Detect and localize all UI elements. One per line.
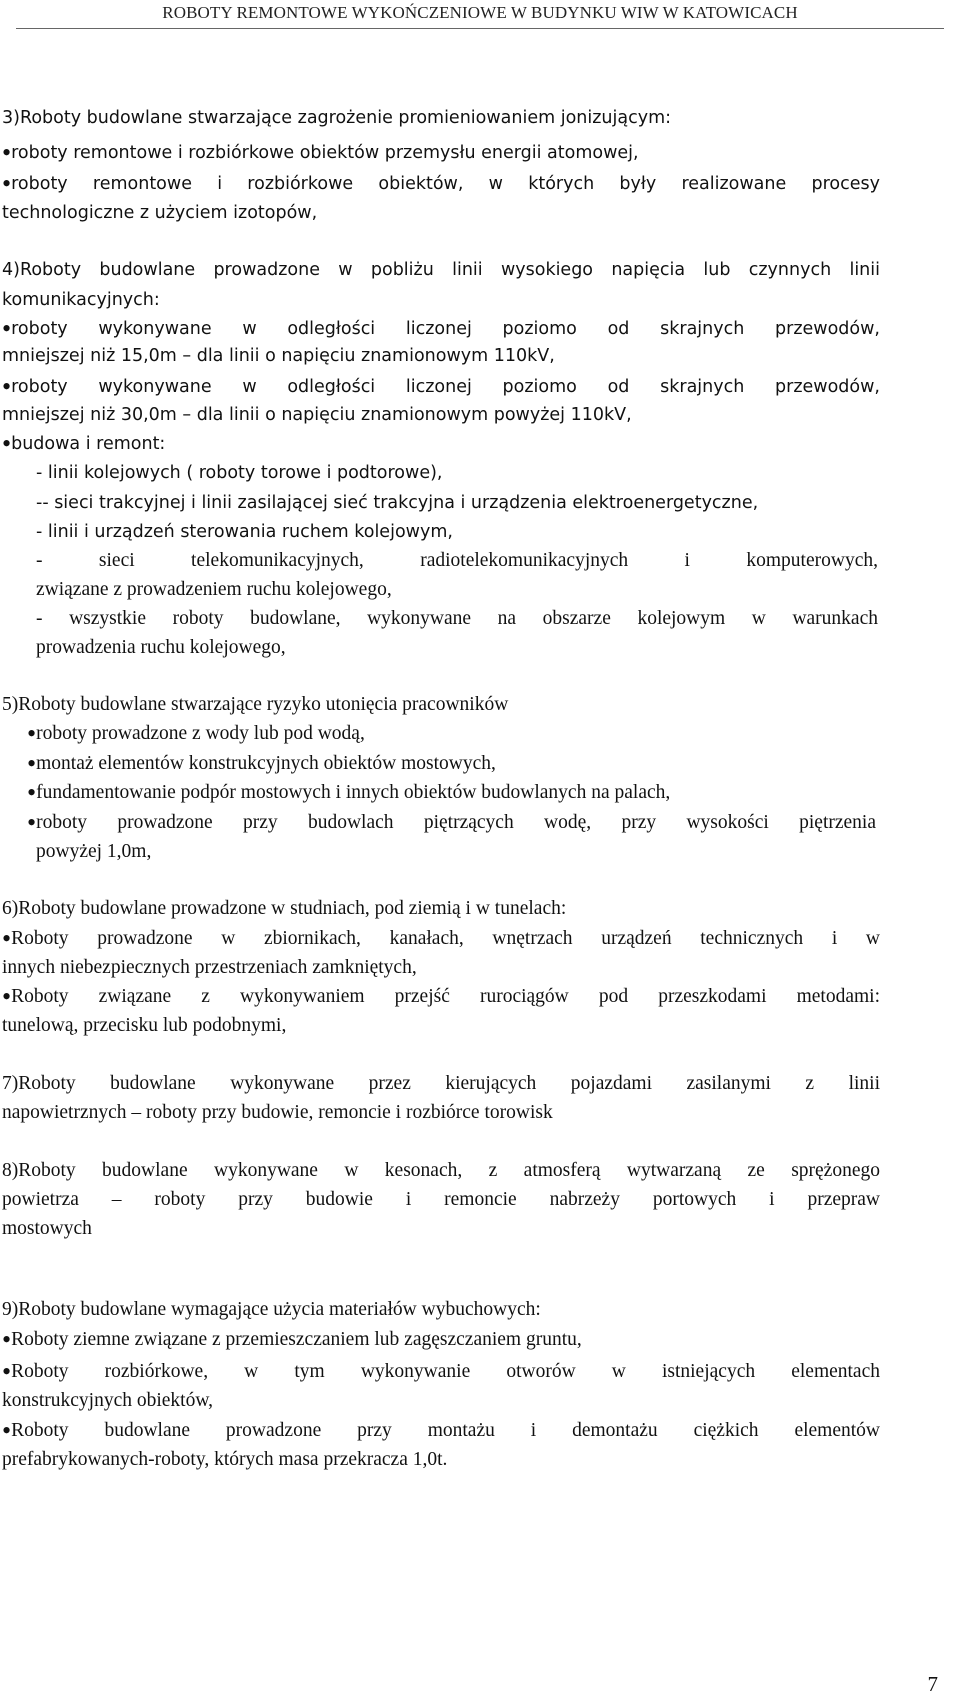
section-4-heading-continuation: komunikacyjnych: <box>2 290 160 310</box>
list-item: • fundamentowanie podpór mostowych i innych obiektów budowlanych na palach, <box>27 781 670 805</box>
list-item-continuation: powyżej 1,0m, <box>36 841 152 862</box>
list-item-continuation: innych niebezpiecznych przestrzeniach zamkniętych, <box>2 957 417 978</box>
list-item: • montaż elementów konstrukcyjnych obiektów mostowych, <box>27 752 496 776</box>
list-item-continuation: prefabrykowanych-roboty, których masa przekracza 1,0t. <box>2 1449 448 1470</box>
running-header: ROBOTY REMONTOWE WYKOŃCZENIOWE W BUDYNKU WIW W KATOWICACH <box>162 3 798 22</box>
section-3-heading: 3)Roboty budowlane stwarzające zagrożenie promieniowaniem jonizującym: <box>2 108 672 128</box>
sub-list-item: -- sieci trakcyjnej i linii zasilającej sieć trakcyjna i urządzenia elektroenergetyczne, <box>36 493 759 513</box>
section-6-heading: 6)Roboty budowlane prowadzone w studniach, pod ziemią i w tunelach: <box>2 898 567 919</box>
sub-list-item: - wszystkie roboty budowlane, wykonywane na obszarze kolejowym w warunkach <box>36 608 878 629</box>
section-8-heading-continuation: powietrza – roboty przy budowie i remoncie nabrzeży portowych i przepraw <box>2 1189 880 1210</box>
list-item: • Roboty prowadzone w zbiornikach, kanałach, wnętrzach urządzeń technicznych i w <box>2 927 880 951</box>
list-item: • Roboty ziemne związane z przemieszczaniem lub zagęszczaniem gruntu, <box>2 1328 582 1352</box>
list-item: • Roboty budowlane prowadzone przy montażu i demontażu ciężkich elementów <box>2 1419 880 1443</box>
list-item: • roboty remontowe i rozbiórkowe obiektów przemysłu energii atomowej, <box>2 141 639 165</box>
list-item-continuation: konstrukcyjnych obiektów, <box>2 1390 214 1411</box>
sub-list-item-continuation: prowadzenia ruchu kolejowego, <box>36 637 286 658</box>
section-4-heading: 4)Roboty budowlane prowadzone w pobliżu linii wysokiego napięcia lub czynnych linii <box>2 260 880 280</box>
sub-list-item: - sieci telekomunikacyjnych, radiotelekomunikacyjnych i komputerowych, <box>36 550 878 571</box>
list-item: • Roboty związane z wykonywaniem przejść rurociągów pod przeszkodami metodami: <box>2 985 880 1009</box>
section-7-heading: 7)Roboty budowlane wykonywane przez kierujących pojazdami zasilanymi z linii <box>2 1073 880 1094</box>
list-item: • roboty wykonywane w odległości liczonej poziomo od skrajnych przewodów, <box>2 317 880 341</box>
sub-list-item-continuation: związane z prowadzeniem ruchu kolejowego, <box>36 579 392 600</box>
page-number: 7 <box>927 1672 938 1696</box>
list-item-continuation: mniejszej niż 30,0m – dla linii o napięciu znamionowym powyżej 110kV, <box>2 405 632 425</box>
list-item-continuation: tunelową, przecisku lub podobnymi, <box>2 1015 287 1036</box>
section-8-heading-continuation: mostowych <box>2 1218 92 1239</box>
list-item-continuation: mniejszej niż 15,0m – dla linii o napięciu znamionowym 110kV, <box>2 346 555 366</box>
section-8-heading: 8)Roboty budowlane wykonywane w kesonach, z atmosferą wytwarzaną ze sprężonego <box>2 1160 880 1181</box>
list-item: • roboty prowadzone z wody lub pod wodą, <box>27 722 365 746</box>
list-item: • budowa i remont: <box>2 432 165 456</box>
list-item: • roboty prowadzone przy budowlach piętrzących wodę, przy wysokości piętrzenia <box>27 811 876 835</box>
list-item: • roboty wykonywane w odległości liczonej poziomo od skrajnych przewodów, <box>2 375 880 399</box>
sub-list-item: - linii kolejowych ( roboty torowe i podtorowe), <box>36 463 443 483</box>
list-item-continuation: technologiczne z użyciem izotopów, <box>2 203 318 223</box>
section-5-heading: 5)Roboty budowlane stwarzające ryzyko utonięcia pracowników <box>2 694 509 715</box>
list-item: • roboty remontowe i rozbiórkowe obiektów, w których były realizowane procesy <box>2 172 880 196</box>
section-9-heading: 9)Roboty budowlane wymagające użycia materiałów wybuchowych: <box>2 1299 541 1320</box>
list-item: • Roboty rozbiórkowe, w tym wykonywanie otworów w istniejących elementach <box>2 1360 880 1384</box>
header-rule <box>16 28 944 29</box>
sub-list-item: - linii i urządzeń sterowania ruchem kolejowym, <box>36 522 453 542</box>
section-7-heading-continuation: napowietrznych – roboty przy budowie, remoncie i rozbiórce torowisk <box>2 1102 553 1123</box>
